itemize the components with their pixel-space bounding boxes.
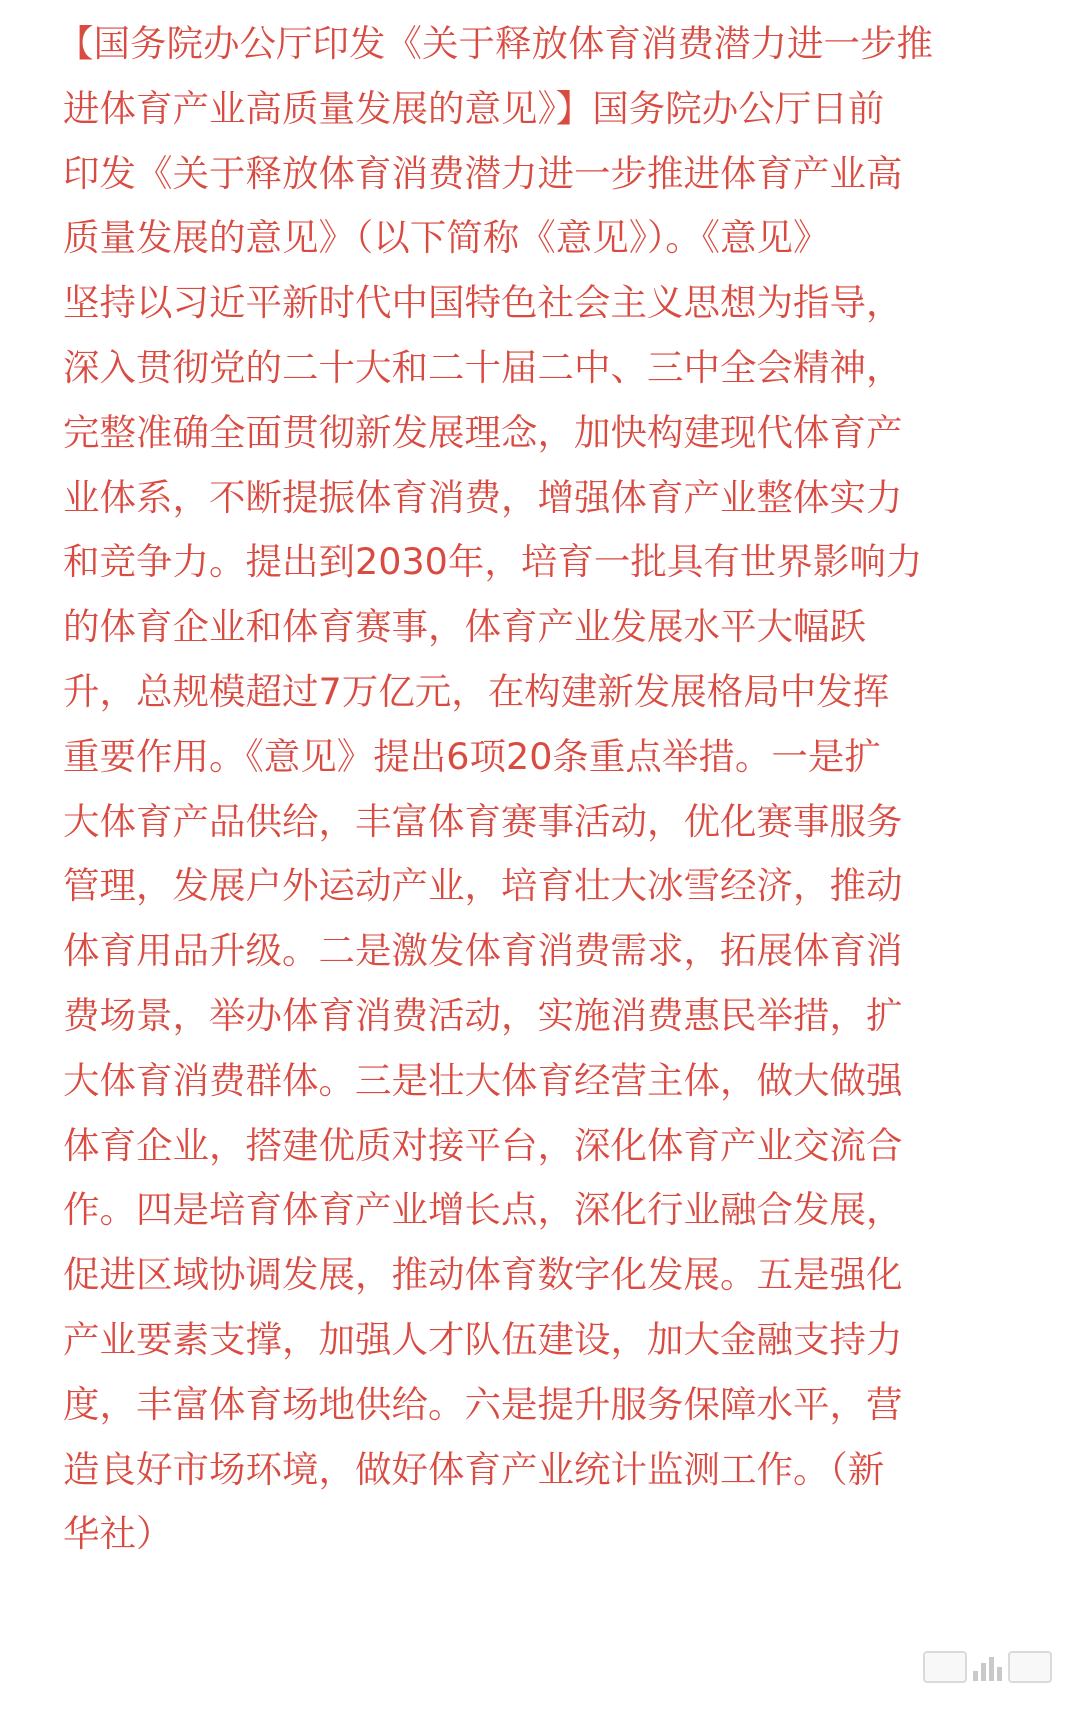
article-line: 重要作用。《意见》提出6项20条重点举措。一是扩 (63, 734, 881, 778)
article-line: 和竞争力。提出到2030年，培育一批具有世界影响力 (63, 540, 923, 584)
article-line: 的体育企业和体育赛事，体育产业发展水平大幅跃 (63, 605, 866, 649)
article-line: 大体育消费群体。三是壮大体育经营主体，做大做强 (63, 1058, 903, 1102)
watermark-box-icon (1008, 1651, 1052, 1683)
article-line: 印发《关于释放体育消费潜力进一步推进体育产业高 (63, 151, 903, 195)
watermark-box-icon (923, 1651, 967, 1683)
article-body (57, 12, 1063, 1567)
article-line: 大体育产品供给，丰富体育赛事活动，优化赛事服务 (63, 799, 903, 843)
watermark-bars-icon (973, 1653, 1002, 1681)
article-line: 造良好市场环境，做好体育产业统计监测工作。（新 (63, 1447, 885, 1491)
article-line: 完整准确全面贯彻新发展理念，加快构建现代体育产 (63, 410, 903, 454)
article-line: 促进区域协调发展，推动体育数字化发展。五是强化 (63, 1253, 903, 1297)
article-line: 华社） (63, 1512, 173, 1556)
article-line: 进体育产业高质量发展的意见》】国务院办公厅日前 (63, 86, 885, 130)
article-line: 度，丰富体育场地供给。六是提升服务保障水平，营 (63, 1382, 903, 1426)
article-line: 费场景，举办体育消费活动，实施消费惠民举措，扩 (63, 993, 903, 1037)
article-line: 升，总规模超过7万亿元，在构建新发展格局中发挥 (63, 669, 890, 713)
article-line: 管理，发展户外运动产业，培育壮大冰雪经济，推动 (63, 864, 903, 908)
article-line: 【国务院办公厅印发《关于释放体育消费潜力进一步推 (57, 22, 933, 65)
article-line: 坚持以习近平新时代中国特色社会主义思想为指导， (63, 281, 903, 325)
watermark-logo (923, 1651, 1052, 1683)
article-line: 产业要素支撑，加强人才队伍建设，加大金融支持力 (63, 1317, 903, 1361)
article-line: 作。四是培育体育产业增长点，深化行业融合发展， (63, 1188, 903, 1232)
article-line: 业体系，不断提振体育消费，增强体育产业整体实力 (63, 475, 903, 519)
article-line: 体育用品升级。二是激发体育消费需求，拓展体育消 (63, 929, 903, 973)
article-line: 体育企业，搭建优质对接平台，深化体育产业交流合 (63, 1123, 903, 1167)
article-line: 质量发展的意见》（以下简称《意见》）。《意见》 (63, 216, 830, 260)
article-line: 深入贯彻党的二十大和二十届二中、三中全会精神， (63, 345, 903, 389)
